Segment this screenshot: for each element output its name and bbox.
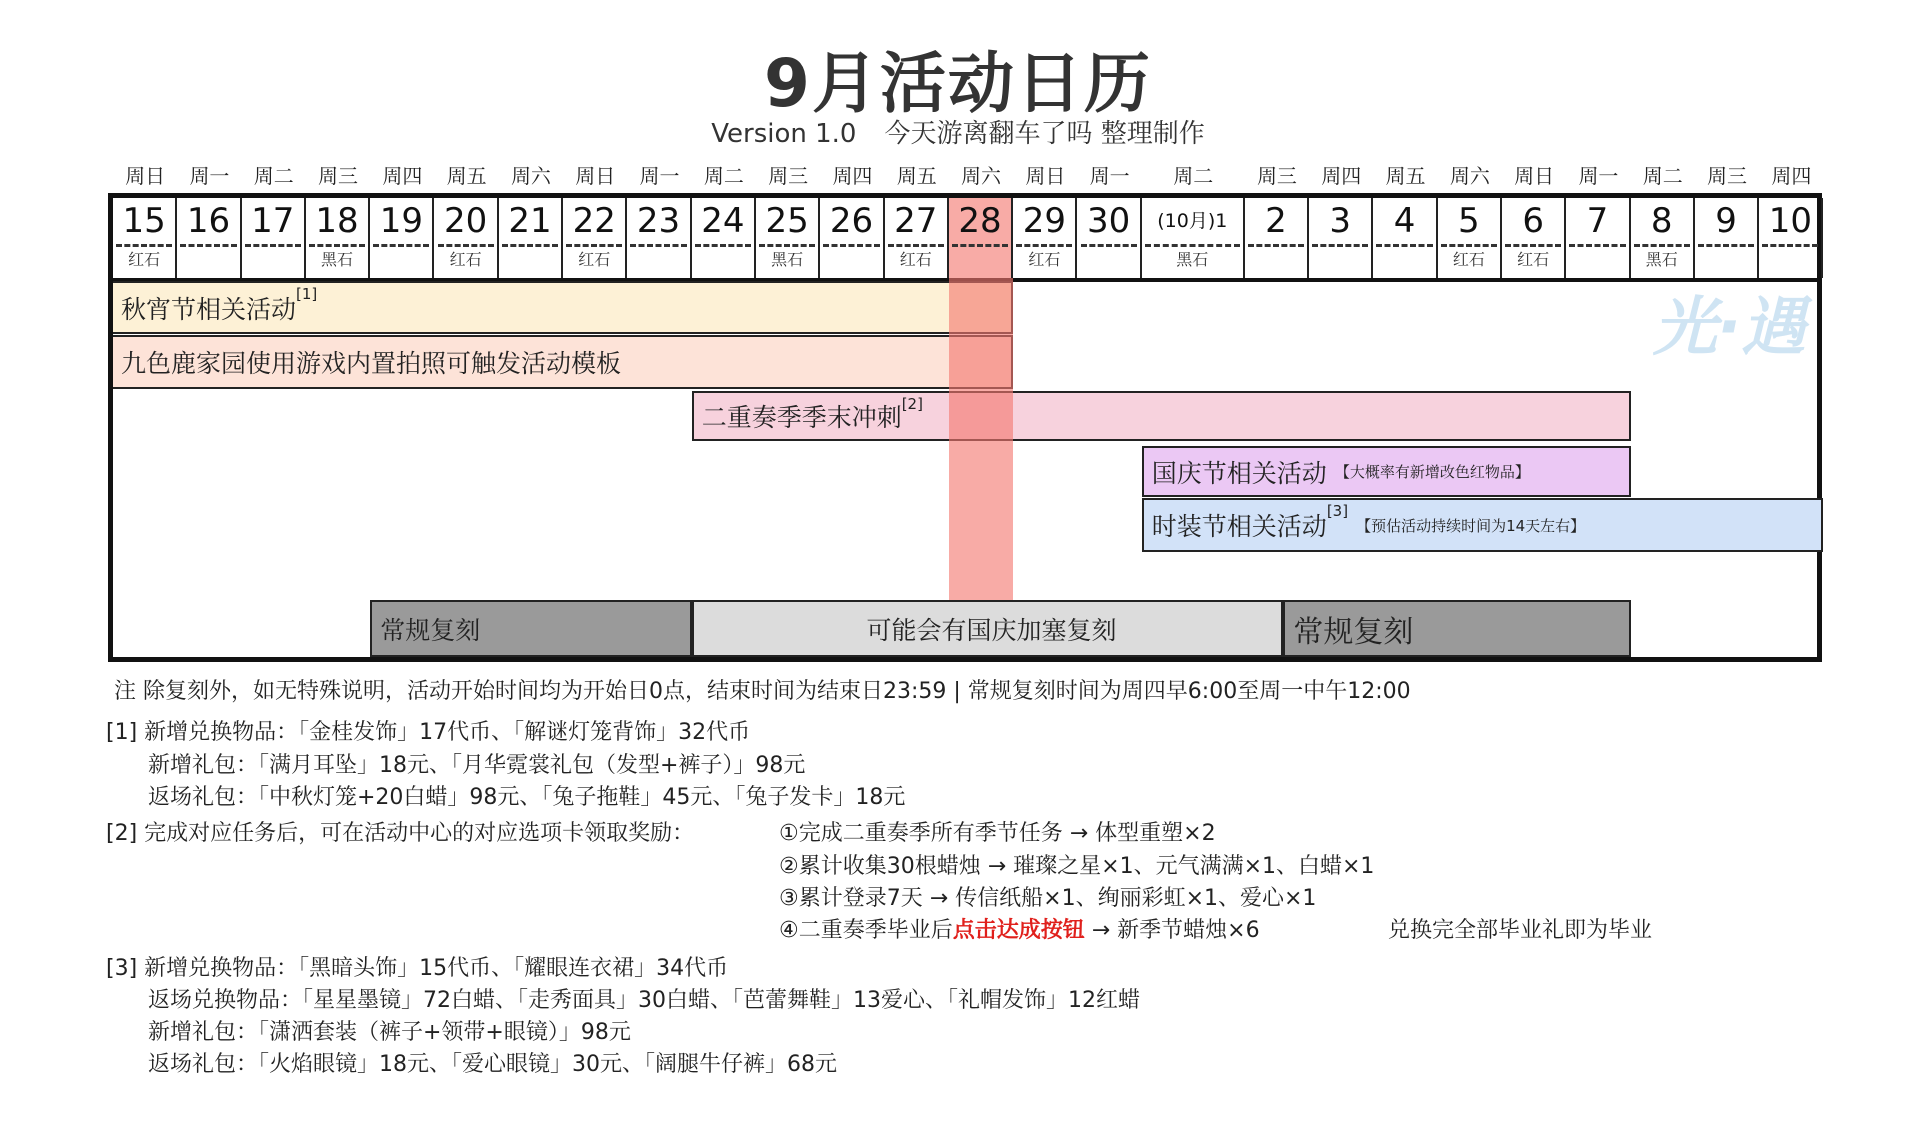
rerun-label: 常规复刻	[380, 615, 481, 645]
rerun-label: 常规复刻	[1293, 614, 1414, 650]
weekday-label: 周六	[961, 164, 1002, 188]
dashed-divider	[1376, 244, 1432, 247]
stone-label: 红石	[899, 250, 932, 269]
watermark-logo: 光·遇	[1653, 291, 1806, 365]
date-cell	[1245, 198, 1309, 278]
date-cell	[306, 198, 370, 278]
date-number: 7	[1586, 201, 1609, 241]
event-note: 【大概率有新增改色红物品】	[1334, 463, 1530, 481]
subtitle	[0, 113, 1916, 150]
date-number: 19	[379, 201, 423, 241]
dashed-divider	[180, 244, 236, 247]
weekday-label: 周六	[1449, 164, 1490, 188]
stone-label: 红石	[449, 250, 482, 269]
date-cell	[177, 198, 241, 278]
date-cell	[499, 198, 563, 278]
event-label: 九色鹿家园使用游戏内置拍照可触发活动模板	[121, 349, 622, 378]
date-number: 30	[1087, 201, 1131, 241]
date-cell	[1078, 198, 1142, 278]
author-label: 今天游离翻车了吗 整理制作	[884, 119, 1205, 149]
footnote-ref: [1]	[296, 285, 318, 303]
weekday-label: 周日	[1025, 164, 1066, 188]
dashed-divider	[952, 244, 1008, 247]
footnote-1-line: 新增礼包：「满月耳坠」18元、「月华霓裳礼包（发型+裤子）」98元	[148, 753, 806, 778]
date-cell	[242, 198, 306, 278]
date-cell	[1566, 198, 1630, 278]
date-number: 23	[636, 201, 681, 241]
event-label: 秋宵节相关活动	[121, 294, 297, 324]
dashed-divider	[823, 244, 879, 247]
weekday-label: 周日	[575, 164, 616, 188]
footnote-3-line: 新增礼包：「潇洒套装（裤子+领带+眼镜）」98元	[148, 1020, 631, 1045]
weekday-label: 周一	[639, 164, 680, 188]
note-text: ④二重奏季毕业后	[779, 918, 953, 943]
date-number: 3	[1329, 201, 1352, 241]
date-cell	[756, 198, 820, 278]
date-number: 26	[829, 201, 874, 241]
dashed-divider	[1698, 244, 1754, 247]
date-number: 2	[1265, 201, 1287, 241]
date-number: 27	[894, 201, 938, 241]
date-cell	[1438, 198, 1502, 278]
date-number: 17	[251, 201, 295, 241]
date-number: 5	[1458, 201, 1480, 241]
footnote-3-line: 返场礼包：「火焰眼镜」18元、「爱心眼镜」30元、「阔腿牛仔裤」68元	[148, 1052, 837, 1077]
page-title: 9月活动日历	[764, 45, 1152, 122]
dashed-divider	[373, 244, 429, 247]
event-label: 二重奏季季末冲刺	[701, 403, 902, 432]
stone-label: 黑石	[1645, 250, 1678, 269]
weekday-label: 周四	[832, 164, 873, 188]
date-cell	[1502, 198, 1566, 278]
weekday-label: 周三	[1256, 164, 1297, 188]
dashed-divider	[630, 244, 686, 247]
weekday-label: 周一	[1089, 164, 1130, 188]
footnote-2-head: [2] 完成对应任务后，可在活动中心的对应选项卡领取奖励：	[106, 821, 695, 846]
date-number: 8	[1650, 201, 1673, 241]
weekday-label: 周四	[1321, 164, 1362, 188]
event-bar	[113, 335, 1013, 389]
dashed-divider	[1312, 244, 1368, 247]
stone-label: 红石	[1517, 250, 1550, 269]
date-cell	[627, 198, 691, 278]
stone-label: 红石	[128, 250, 161, 269]
stone-label: 黑石	[1176, 250, 1209, 269]
dashed-divider	[695, 244, 751, 247]
weekday-label: 周五	[896, 164, 937, 188]
date-cell	[1759, 198, 1823, 278]
date-cell	[113, 198, 177, 278]
rerun-label: 可能会有国庆加塞复刻	[866, 615, 1117, 645]
weekday-label: 周二	[1642, 164, 1683, 188]
dashed-divider	[1248, 244, 1304, 247]
date-number: 9	[1715, 201, 1737, 241]
date-cell	[949, 198, 1013, 278]
dashed-divider	[1081, 244, 1137, 247]
date-number: 10	[1768, 201, 1812, 241]
date-number: 15	[122, 201, 166, 241]
footnote-2-item: ③累计登录7天 → 传信纸船×1、绚丽彩虹×1、爱心×1	[779, 886, 1317, 911]
date-number: 22	[572, 201, 616, 241]
highlight-text: 点击达成按钮	[952, 918, 1085, 943]
general-note: 注 除复刻外，如无特殊说明，活动开始时间均为开始日0点，结束时间为结束日23:59 | 常规复刻时间为周四早6:00至周一中午12:00	[114, 679, 1411, 704]
footnote-3-line: [3] 新增兑换物品：「黑暗头饰」15代币、「耀眼连衣裙」34代币	[106, 956, 729, 981]
footnote-2-item: ②累计收集30根蜡烛 → 璀璨之星×1、元气满满×1、白蜡×1	[779, 854, 1375, 879]
date-cell	[1631, 198, 1695, 278]
note-text: → 新季节蜡烛×6	[1084, 918, 1260, 943]
date-cell	[820, 198, 884, 278]
footnote-3-line: 返场兑换物品：「星星墨镜」72白蜡、「走秀面具」30白蜡、「芭蕾舞鞋」13爱心、「礼帽发饰」12红蜡	[148, 988, 1140, 1013]
date-cell	[435, 198, 499, 278]
graduation-note: 兑换完全部毕业礼即为毕业	[1388, 918, 1653, 943]
weekday-label: 周五	[446, 164, 487, 188]
date-number: 16	[186, 201, 231, 241]
stone-label: 红石	[1452, 250, 1485, 269]
footnote-1-line: 返场礼包：「中秋灯笼+20白蜡」98元、「兔子拖鞋」45元、「兔子发卡」18元	[148, 785, 906, 810]
stone-label: 红石	[578, 250, 611, 269]
stone-label: 黑石	[771, 250, 804, 269]
date-number: 20	[444, 201, 488, 241]
weekday-label: 周三	[318, 164, 359, 188]
date-cell	[370, 198, 434, 278]
weekday-label: 周二	[703, 164, 744, 188]
event-bar	[692, 391, 1631, 441]
dashed-divider	[502, 244, 558, 247]
dashed-divider	[1569, 244, 1625, 247]
weekday-label: 周一	[1578, 164, 1619, 188]
event-bar	[113, 281, 1013, 334]
date-cell	[1309, 198, 1373, 278]
weekday-label: 周二	[253, 164, 294, 188]
date-cell	[1013, 198, 1077, 278]
stone-label: 黑石	[321, 250, 354, 269]
footnote-1-line: [1] 新增兑换物品：「金桂发饰」17代币、「解谜灯笼背饰」32代币	[106, 720, 751, 745]
event-bar	[1142, 446, 1631, 497]
rerun-bar	[692, 600, 1284, 657]
dashed-divider	[1762, 244, 1818, 247]
event-note: 【预估活动持续时间为14天左右】	[1356, 516, 1586, 535]
weekday-label: 周四	[1771, 164, 1812, 188]
date-number: 4	[1393, 201, 1416, 241]
dashed-divider	[245, 244, 301, 247]
date-cell	[1695, 198, 1759, 278]
date-number: 6	[1522, 201, 1544, 241]
footnote-ref: [3]	[1326, 502, 1349, 520]
event-label: 时装节相关活动	[1151, 512, 1327, 541]
weekday-label: 周一	[189, 164, 230, 188]
rerun-bar	[370, 600, 692, 657]
date-cell	[885, 198, 949, 278]
weekday-label: 周五	[1385, 164, 1426, 188]
weekday-label: 周六	[510, 164, 551, 188]
footnote-2-item	[779, 913, 1260, 944]
stone-label: 红石	[1028, 250, 1061, 269]
calendar-table	[108, 193, 1822, 662]
weekday-label: 周三	[768, 164, 809, 188]
date-number: 21	[508, 201, 552, 241]
date-cell	[563, 198, 627, 278]
footnote-2-item: ①完成二重奏季所有季节任务 → 体型重塑×2	[779, 821, 1216, 846]
event-label: 国庆节相关活动	[1151, 458, 1327, 488]
weekday-label: 周日	[1514, 164, 1555, 188]
date-cell	[1373, 198, 1437, 278]
date-number: 18	[315, 201, 359, 241]
rerun-bar	[1283, 600, 1630, 657]
date-number: 25	[765, 201, 809, 241]
weekday-label: 周四	[382, 164, 423, 188]
event-bar	[1142, 498, 1824, 552]
version-label: Version 1.0	[711, 119, 857, 149]
date-cell	[1142, 198, 1245, 278]
footnote-ref: [2]	[901, 395, 923, 413]
date-number: 24	[701, 201, 745, 241]
date-cell	[692, 198, 756, 278]
weekday-label: 周三	[1707, 164, 1748, 188]
date-number: (10月)1	[1157, 210, 1228, 232]
date-number: 28	[958, 201, 1002, 241]
weekday-label: 周二	[1173, 164, 1214, 188]
weekday-label: 周日	[125, 164, 166, 188]
date-number: 29	[1022, 201, 1066, 241]
